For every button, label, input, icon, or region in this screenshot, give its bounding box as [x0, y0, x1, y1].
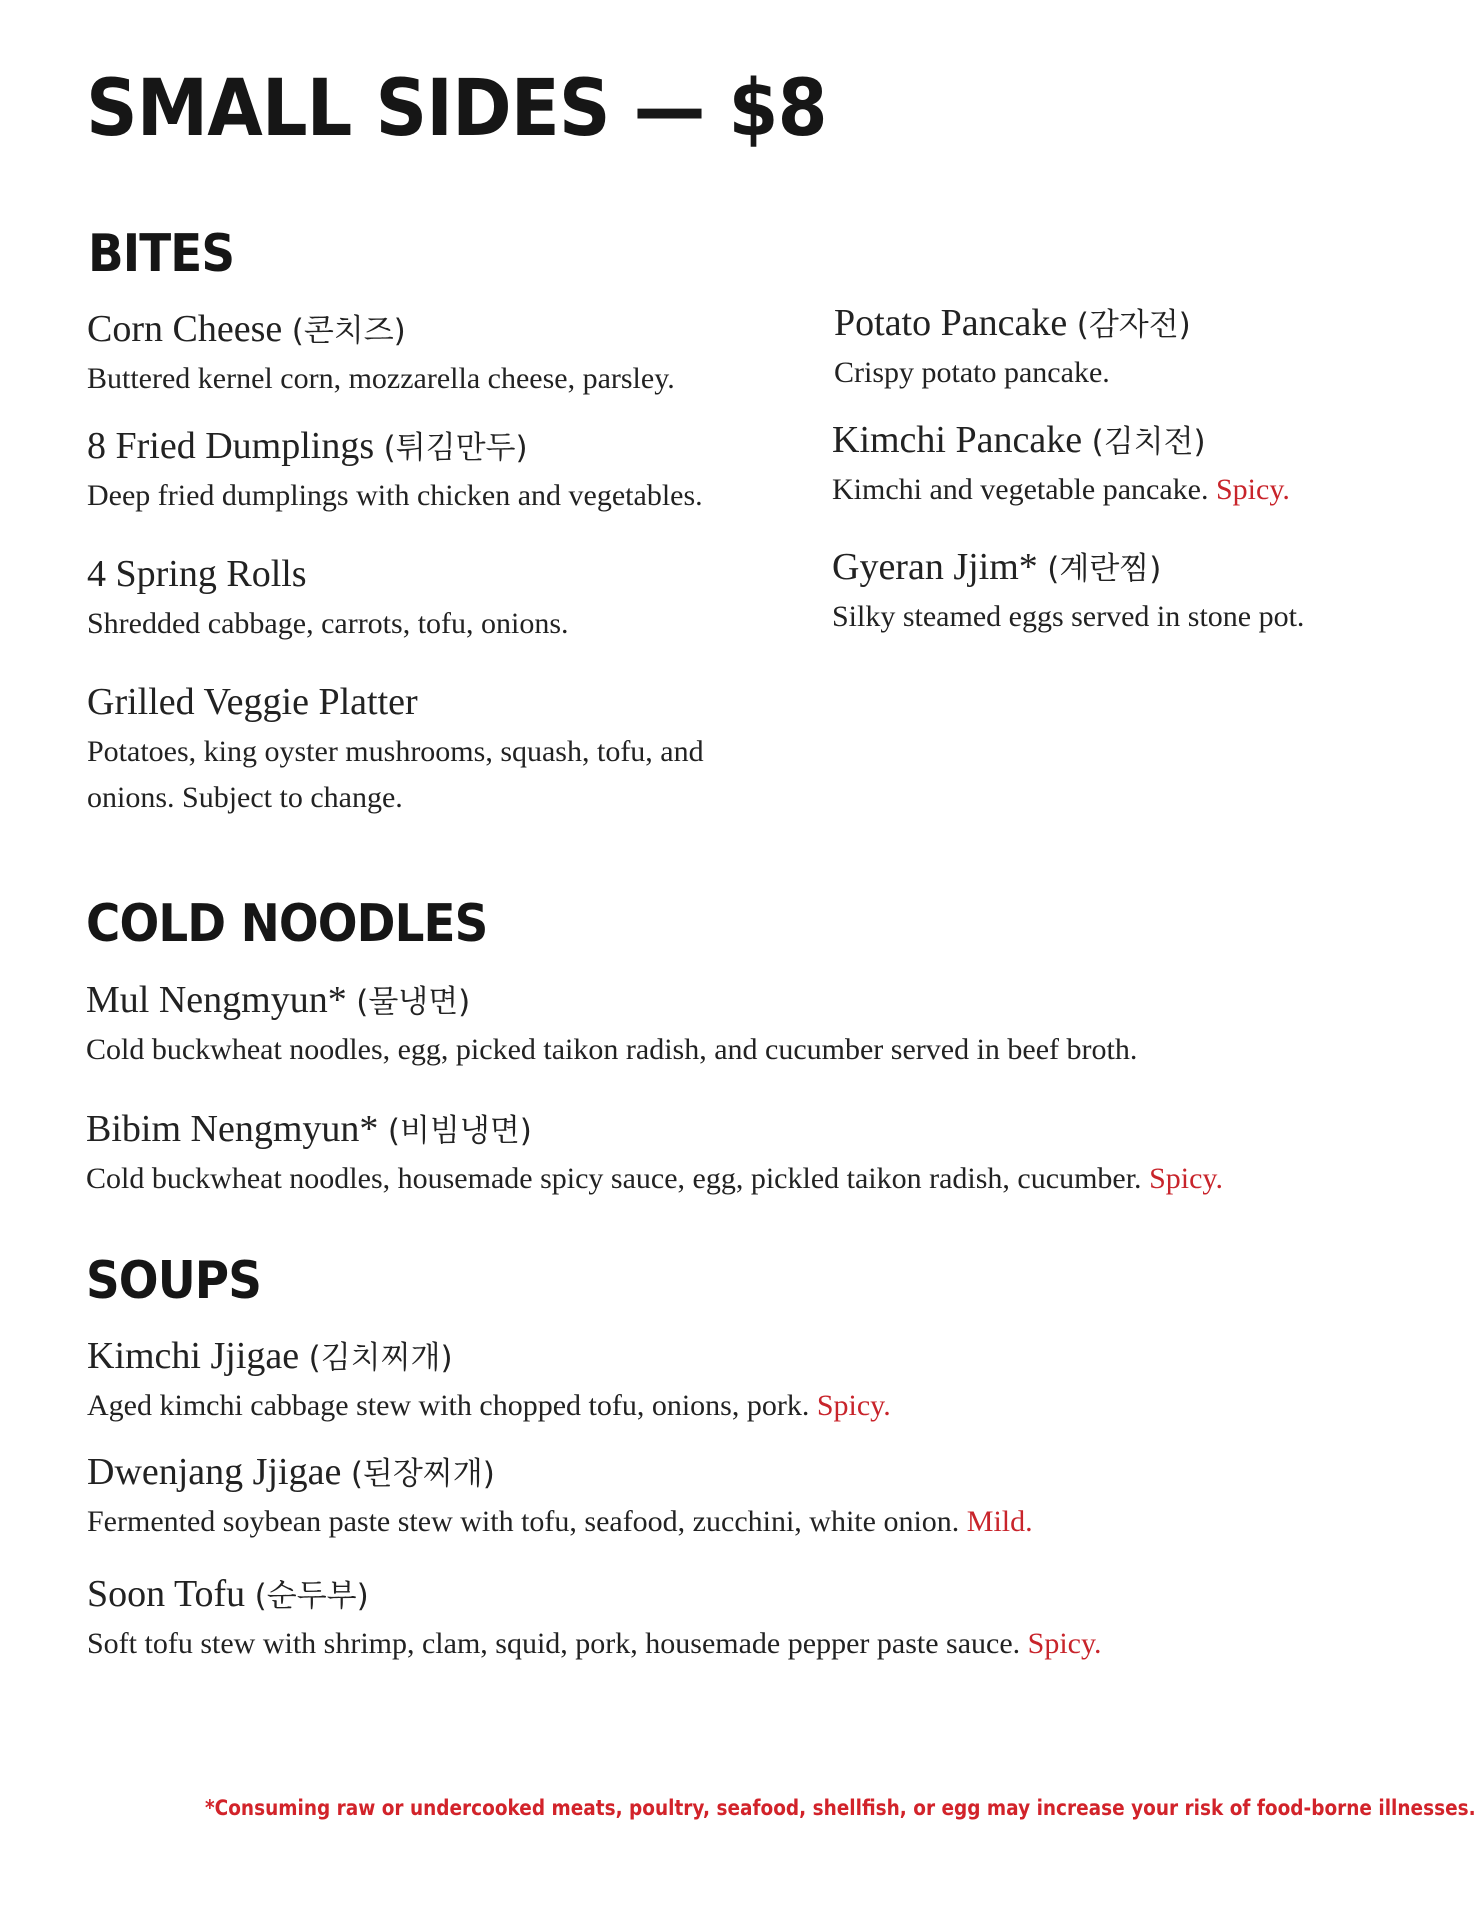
item-name-english: Bibim Nengmyun*: [86, 1108, 379, 1150]
item-name: [87, 1572, 1102, 1618]
item-description: [87, 601, 569, 647]
menu-item: [86, 978, 1137, 1073]
item-name-english: Soon Tofu: [87, 1573, 246, 1615]
item-name-english: Kimchi Jjigae: [87, 1335, 300, 1377]
item-name: [87, 307, 675, 353]
item-name: [87, 552, 569, 598]
spice-tag: Spicy.: [816, 1389, 891, 1422]
menu-item: [834, 301, 1191, 396]
item-name-korean: (물냉면): [356, 984, 471, 1020]
item-description-text: Kimchi and vegetable pancake.: [832, 473, 1209, 506]
item-description: [87, 729, 767, 821]
item-description: [86, 1027, 1137, 1073]
menu-item: [87, 680, 767, 821]
item-name: [834, 301, 1191, 347]
item-name-korean: (계란찜): [1047, 551, 1162, 587]
item-description-text: Soft tofu stew with shrimp, clam, squid, pork, housemade pepper paste sauce.: [87, 1627, 1021, 1660]
item-description-text: Potatoes, king oyster mushrooms, squash, tofu, and onions. Subject to change.: [87, 735, 704, 814]
menu-item: [87, 424, 703, 519]
item-name-english: 8 Fried Dumplings: [87, 425, 375, 467]
menu-item: [86, 1107, 1223, 1202]
menu-item: [87, 1572, 1102, 1667]
item-name-korean: (김치찌개): [308, 1340, 453, 1376]
item-description-text: Cold buckwheat noodles, egg, picked taikon radish, and cucumber served in beef broth.: [86, 1033, 1138, 1066]
item-name-english: Kimchi Pancake: [832, 419, 1083, 461]
page-title: SMALL SIDES — $8: [86, 64, 827, 154]
item-description-text: Silky steamed eggs served in stone pot.: [832, 600, 1305, 633]
item-description-text: Deep fried dumplings with chicken and vegetables.: [87, 479, 703, 512]
item-name: [87, 424, 703, 470]
item-name: [86, 1107, 1223, 1153]
item-name-korean: (비빔냉면): [387, 1113, 532, 1149]
item-name-korean: (김치전): [1091, 424, 1206, 460]
spice-tag: Spicy.: [1149, 1162, 1223, 1195]
item-name: [832, 418, 1290, 464]
spice-tag: Spicy.: [1027, 1627, 1102, 1660]
item-name: [832, 545, 1304, 591]
item-name-english: Corn Cheese: [87, 308, 283, 350]
item-description: [87, 1383, 891, 1429]
item-description-text: Shredded cabbage, carrots, tofu, onions.: [87, 607, 569, 640]
item-description: [832, 594, 1304, 640]
item-name: [87, 680, 767, 726]
item-name: [87, 1450, 1033, 1496]
item-name-english: 4 Spring Rolls: [87, 553, 307, 595]
item-description: [86, 1156, 1223, 1202]
item-name-korean: (순두부): [254, 1578, 369, 1614]
item-description: [87, 1621, 1102, 1667]
item-name: [87, 1334, 891, 1380]
food-safety-footnote: *Consuming raw or undercooked meats, poultry, seafood, shellfish, or egg may increase your risk of food-borne illnesses.: [205, 1796, 1476, 1820]
section-heading-bites: BITES: [88, 224, 235, 284]
item-description-text: Aged kimchi cabbage stew with chopped tofu, onions, pork.: [87, 1389, 810, 1422]
item-description: [87, 1499, 1033, 1545]
item-name-english: Potato Pancake: [834, 302, 1068, 344]
item-name-korean: (된장찌개): [350, 1456, 495, 1492]
spice-tag: Mild.: [966, 1505, 1033, 1538]
item-name-english: Mul Nengmyun*: [86, 979, 347, 1021]
item-description-text: Fermented soybean paste stew with tofu, seafood, zucchini, white onion.: [87, 1505, 960, 1538]
menu-item: [87, 1334, 891, 1429]
menu-item: [87, 1450, 1033, 1545]
item-name-english: Gyeran Jjim*: [832, 546, 1038, 588]
section-heading-soups: SOUPS: [86, 1251, 262, 1311]
item-name-korean: (콘치즈): [291, 313, 406, 349]
spice-tag: Spicy.: [1216, 473, 1290, 506]
item-description-text: Cold buckwheat noodles, housemade spicy sauce, egg, pickled taikon radish, cucumber.: [86, 1162, 1142, 1195]
menu-item: [87, 552, 569, 647]
item-description: [834, 350, 1191, 396]
item-name-korean: (튀김만두): [383, 430, 528, 466]
item-description: [832, 467, 1290, 513]
item-name-english: Grilled Veggie Platter: [87, 681, 418, 723]
item-name-english: Dwenjang Jjigae: [87, 1451, 342, 1493]
item-name-korean: (감자전): [1076, 307, 1191, 343]
item-description: [87, 356, 675, 402]
section-heading-cold-noodles: COLD NOODLES: [86, 894, 488, 954]
item-description-text: Buttered kernel corn, mozzarella cheese, parsley.: [87, 362, 675, 395]
menu-item: [87, 307, 675, 402]
menu-item: [832, 545, 1304, 640]
item-description-text: Crispy potato pancake.: [834, 356, 1110, 389]
menu-item: [832, 418, 1290, 513]
item-name: [86, 978, 1137, 1024]
item-description: [87, 473, 703, 519]
